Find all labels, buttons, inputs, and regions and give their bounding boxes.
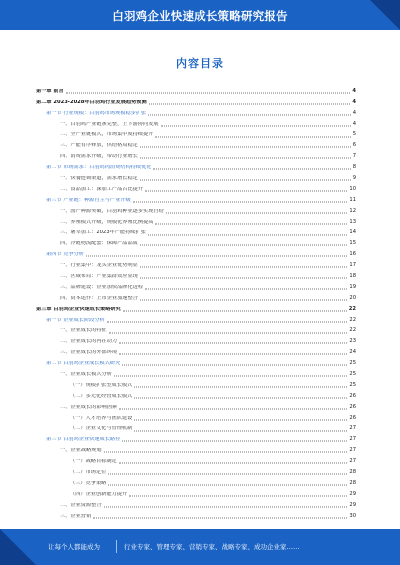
toc-leader-dots bbox=[140, 245, 348, 246]
toc-entry-text: 第一章 前言 bbox=[36, 88, 64, 94]
toc-entry-page: 22 bbox=[348, 305, 356, 312]
toc-entry-text: （二）企业文化与管理机制 bbox=[70, 426, 133, 432]
toc-leader-dots bbox=[134, 386, 347, 387]
toc-entry[interactable] bbox=[36, 336, 356, 347]
toc-entry[interactable] bbox=[36, 228, 356, 239]
toc-entry-page: 28 bbox=[349, 479, 356, 486]
toc-entry-text: 一、企业成长模式分析 bbox=[60, 372, 112, 377]
toc-leader-dots bbox=[129, 495, 347, 496]
toc-entry[interactable] bbox=[36, 326, 356, 337]
toc-entry-text: 第一节 企业成长阶段分析 bbox=[46, 317, 105, 323]
toc-entry-text: 一、快餐连锁渠道，需求增长稳定 bbox=[60, 175, 138, 181]
toc-entry[interactable] bbox=[36, 108, 356, 119]
toc-entry-page: 26 bbox=[349, 392, 356, 399]
toc-entry-text: 三、品牌建设：企业加快品牌化进程 bbox=[60, 284, 144, 290]
toc-entry[interactable] bbox=[36, 511, 356, 522]
toc-leader-dots bbox=[155, 136, 350, 137]
toc-leader-dots bbox=[108, 485, 347, 486]
toc-leader-dots bbox=[161, 125, 351, 126]
toc-entry[interactable] bbox=[36, 293, 356, 304]
toc-leader-dots bbox=[134, 419, 347, 420]
toc-entry[interactable] bbox=[36, 97, 356, 108]
toc-entry-text: 四、资本运作：上市企业加速整合 bbox=[60, 295, 138, 301]
toc-entry[interactable] bbox=[36, 358, 356, 369]
toc-leader-dots bbox=[145, 190, 347, 191]
toc-entry-text: （四）企业创新能力提升 bbox=[70, 491, 128, 497]
toc-entry[interactable] bbox=[36, 238, 356, 249]
toc-entry-page: 30 bbox=[349, 512, 356, 519]
toc-entry-text: 第三章 白羽鸡企业快速成长策略研究 bbox=[36, 306, 121, 312]
toc-entry[interactable] bbox=[36, 445, 356, 456]
toc-entry[interactable] bbox=[36, 424, 356, 435]
toc-entry-page: 25 bbox=[349, 360, 356, 367]
toc-leader-dots bbox=[153, 169, 350, 170]
toc-leader-dots bbox=[119, 463, 348, 464]
toc-entry[interactable] bbox=[36, 467, 356, 478]
toc-entry[interactable] bbox=[36, 391, 356, 402]
toc-entry-text: 四、消费需求升级，带动行业增长 bbox=[60, 154, 138, 160]
toc-entry-page: 18 bbox=[349, 272, 356, 279]
toc-entry-page: 20 bbox=[349, 294, 356, 301]
toc-entry-text: 第四节 竞争分析 bbox=[46, 252, 84, 258]
toc-entry-page: 9 bbox=[352, 174, 356, 181]
toc-entry-page: 27 bbox=[349, 425, 356, 432]
toc-entry-page: 15 bbox=[349, 240, 356, 247]
toc-entry-page: 4 bbox=[352, 98, 356, 105]
toc-entry-page: 27 bbox=[349, 458, 356, 465]
toc-entry[interactable] bbox=[36, 206, 356, 217]
toc-leader-dots bbox=[145, 288, 347, 289]
toc-entry-page: 29 bbox=[349, 501, 356, 508]
toc-entry-text: 三、产能有序释放，供给格局稳定 bbox=[60, 143, 138, 149]
toc-entry-page: 4 bbox=[352, 87, 356, 94]
toc-entry-page: 5 bbox=[352, 131, 356, 138]
toc-entry-text: 二、区域布局：产业集群效应显现 bbox=[60, 273, 138, 279]
toc-entry-page: 22 bbox=[349, 316, 356, 323]
toc-entry-text: （一）战略目标制定 bbox=[70, 459, 117, 465]
toc-entry-page: 26 bbox=[349, 414, 356, 421]
toc-entry[interactable] bbox=[36, 304, 356, 315]
toc-entry[interactable] bbox=[36, 369, 356, 380]
toc-leader-dots bbox=[134, 397, 347, 398]
header-corner-decoration bbox=[370, 0, 400, 30]
toc-entry-text: 一、白羽鸡产业链条完整，上下游协同发展 bbox=[60, 121, 159, 127]
toc-entry[interactable] bbox=[36, 271, 356, 282]
toc-leader-dots bbox=[109, 332, 348, 333]
toc-leader-dots bbox=[86, 256, 347, 257]
toc-leader-dots bbox=[140, 180, 351, 181]
toc-entry-text: 第二节 市场需求：白羽鸡肉消费结构持续优化 bbox=[46, 165, 152, 171]
toc-leader-dots bbox=[155, 223, 347, 224]
toc-entry[interactable] bbox=[36, 119, 356, 130]
toc-entry-text: （一）规模扩张型成长模式 bbox=[70, 382, 133, 388]
toc-leader-dots bbox=[140, 158, 351, 159]
toc-entry-text: 二、企业资源整合 bbox=[60, 502, 102, 508]
toc-entry-page: 6 bbox=[352, 142, 356, 149]
toc-leader-dots bbox=[66, 92, 351, 93]
toc-entry[interactable] bbox=[36, 173, 356, 184]
toc-leader-dots bbox=[114, 376, 348, 377]
toc-entry-page: 10 bbox=[349, 185, 356, 192]
toc-entry-text: 二、食品加工：深加工产品占比提升 bbox=[60, 186, 144, 192]
toc-entry[interactable] bbox=[36, 456, 356, 467]
toc-leader-dots bbox=[119, 408, 347, 409]
report-title: 白羽鸡企业快速成长策略研究报告 bbox=[112, 9, 288, 23]
toc-entry-page: 14 bbox=[349, 229, 356, 236]
header-banner bbox=[0, 0, 400, 30]
toc-leader-dots bbox=[119, 343, 347, 344]
toc-entry-text: 二、企业成长的内在动力 bbox=[60, 339, 118, 345]
toc-entry-text: 一、行业集中：龙头企业优势明显 bbox=[60, 263, 138, 269]
footer-corner-decoration bbox=[0, 529, 36, 565]
toc-entry-text: 三、屠宰加工：2023年产能持续扩张 bbox=[60, 230, 146, 236]
toc-leader-dots bbox=[122, 441, 347, 442]
toc-entry-text: 第二章 2023-2028年白羽鸡行业发展趋势预测 bbox=[36, 99, 147, 105]
table-of-contents bbox=[36, 86, 356, 522]
toc-leader-dots bbox=[104, 506, 348, 507]
toc-entry-page: 23 bbox=[349, 338, 356, 345]
toc-leader-dots bbox=[148, 234, 348, 235]
toc-leader-dots bbox=[93, 517, 347, 518]
toc-entry[interactable] bbox=[36, 435, 356, 446]
toc-leader-dots bbox=[166, 212, 348, 213]
toc-entry[interactable] bbox=[36, 489, 356, 500]
toc-entry-text: 二、养殖模式升级，规模化养殖比例提高 bbox=[60, 219, 154, 225]
toc-leader-dots bbox=[107, 321, 348, 322]
toc-entry-page: 7 bbox=[352, 153, 356, 160]
toc-entry-text: 三、企业成长的外部环境 bbox=[60, 350, 118, 356]
toc-leader-dots bbox=[148, 114, 350, 115]
toc-entry-page: 12 bbox=[349, 207, 356, 214]
toc-entry[interactable] bbox=[36, 347, 356, 358]
toc-entry[interactable] bbox=[36, 86, 356, 97]
toc-entry[interactable] bbox=[36, 140, 356, 151]
toc-entry-page: 22 bbox=[349, 327, 356, 334]
toc-leader-dots bbox=[108, 474, 347, 475]
toc-entry[interactable] bbox=[36, 217, 356, 228]
toc-leader-dots bbox=[140, 299, 348, 300]
toc-leader-dots bbox=[133, 201, 348, 202]
toc-entry-text: 二、企业成长的影响因素 bbox=[60, 404, 118, 410]
toc-entry-page: 17 bbox=[349, 262, 356, 269]
toc-entry-page: 13 bbox=[349, 218, 356, 225]
toc-entry-page: 25 bbox=[349, 371, 356, 377]
toc-entry[interactable] bbox=[36, 130, 356, 141]
toc-leader-dots bbox=[119, 354, 347, 355]
toc-entry-text: 一、国产种源突破，白羽鸡种业逐步实现自给 bbox=[60, 208, 164, 214]
toc-entry[interactable] bbox=[36, 195, 356, 206]
toc-entry-text: （一）人才培养与团队建设 bbox=[70, 415, 133, 421]
footer-slogan-left: 让每个人都能成为 bbox=[48, 543, 100, 551]
footer-divider bbox=[116, 540, 117, 553]
toc-heading: 内容目录 bbox=[176, 57, 224, 70]
toc-entry-text: 第一节 行业规模：白羽鸡市场规模稳步扩张 bbox=[46, 110, 147, 116]
toc-entry-text: （三）竞争策略 bbox=[70, 480, 107, 486]
toc-entry[interactable] bbox=[36, 249, 356, 260]
toc-entry-text: 一、企业成长的特征 bbox=[60, 328, 107, 334]
toc-entry-page: 27 bbox=[349, 447, 356, 454]
footer-banner bbox=[0, 529, 400, 565]
toc-leader-dots bbox=[122, 365, 347, 366]
toc-entry-page: 11 bbox=[349, 196, 356, 203]
toc-leader-dots bbox=[140, 267, 348, 268]
toc-leader-dots bbox=[104, 452, 348, 453]
toc-entry-page: 25 bbox=[349, 381, 356, 388]
toc-entry[interactable] bbox=[36, 315, 356, 326]
toc-entry[interactable] bbox=[36, 260, 356, 271]
toc-entry[interactable] bbox=[36, 380, 356, 391]
toc-entry[interactable] bbox=[36, 184, 356, 195]
toc-leader-dots bbox=[123, 310, 347, 311]
toc-entry-page: 27 bbox=[349, 436, 356, 443]
toc-entry[interactable] bbox=[36, 478, 356, 489]
toc-entry[interactable] bbox=[36, 413, 356, 424]
toc-entry-page: 28 bbox=[349, 469, 356, 476]
toc-leader-dots bbox=[140, 278, 348, 279]
toc-entry-text: 第三节 白羽鸡企业快速成长路径 bbox=[46, 437, 121, 443]
toc-entry-page: 4 bbox=[352, 109, 356, 116]
toc-entry-page: 19 bbox=[349, 283, 356, 290]
toc-entry-page: 16 bbox=[349, 251, 356, 258]
toc-entry[interactable] bbox=[36, 402, 356, 413]
toc-entry[interactable] bbox=[36, 162, 356, 173]
toc-entry-text: 第三节 产业链：种源自主与产业升级 bbox=[46, 197, 131, 203]
toc-entry-page: 26 bbox=[349, 403, 356, 410]
toc-entry-text: 二、全产业链模式，市场集中度持续提升 bbox=[60, 132, 154, 138]
toc-entry-page: 4 bbox=[352, 120, 356, 127]
toc-entry[interactable] bbox=[36, 151, 356, 162]
toc-entry[interactable] bbox=[36, 282, 356, 293]
toc-entry-text: （二）多元化经营成长模式 bbox=[70, 393, 133, 399]
toc-entry-text: 一、企业战略规划 bbox=[60, 448, 102, 454]
toc-entry-text: 三、企业营销 bbox=[60, 513, 92, 519]
toc-entry[interactable] bbox=[36, 500, 356, 511]
toc-entry-text: 四、冷链物流配套：保障产品品质 bbox=[60, 241, 138, 247]
toc-entry-text: 第二节 白羽鸡企业成长模式研究 bbox=[46, 361, 121, 367]
toc-entry-page: 29 bbox=[349, 490, 356, 497]
footer-slogan-right: 行业专家、管理专家、营销专家、战略专家、成功企业家…… bbox=[124, 543, 300, 551]
toc-leader-dots bbox=[134, 430, 347, 431]
toc-entry-page: 8 bbox=[352, 164, 356, 171]
toc-entry-text: （二）市场定位 bbox=[70, 470, 107, 476]
toc-entry-page: 24 bbox=[349, 349, 356, 356]
toc-leader-dots bbox=[149, 103, 351, 104]
toc-leader-dots bbox=[140, 147, 351, 148]
